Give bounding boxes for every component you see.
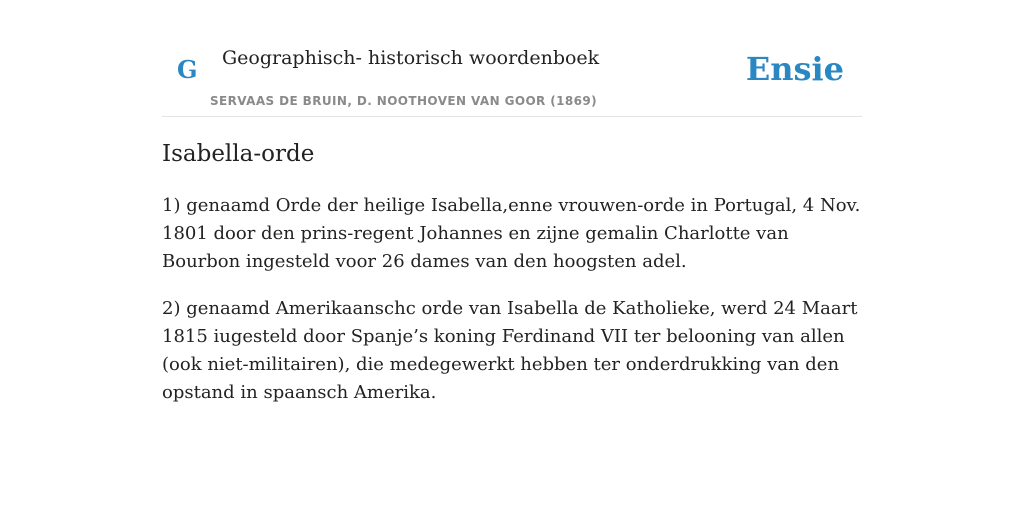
entry-content	[162, 136, 862, 426]
ensie-logo[interactable]: Ensie	[745, 50, 844, 88]
entry-paragraph: 1) genaamd Orde der heilige Isabella,enne vrouwen-orde in Portugal, 4 Nov. 1801 door den prins-regent Johannes en zijne gemalin Charlotte van Bourbon ingesteld voor 26 dames van den hoogsten adel.	[162, 195, 861, 272]
book-authors: SERVAAS DE BRUIN, D. NOOTHOVEN VAN GOOR (1869)	[210, 94, 598, 108]
entry-paragraph: 2) genaamd Amerikaanschc orde van Isabella de Katholieke, werd 24 Maart 1815 iugesteld door Spanje’s koning Ferdinand VII ter belooning van allen (ook niet-militairen), die medegewerkt hebben ter onderdrukking van den opstand in spaansch Amerika.	[162, 298, 858, 403]
book-initial-icon: G	[177, 55, 198, 84]
header	[162, 0, 862, 117]
entry-title: Isabella-orde	[162, 141, 315, 167]
book-title[interactable]: Geographisch- historisch woordenboek	[222, 47, 600, 69]
